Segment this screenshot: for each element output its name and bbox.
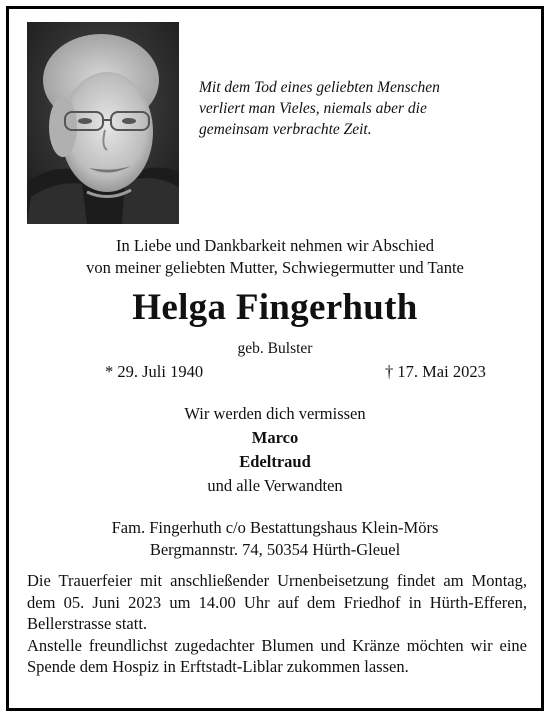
death-date: † 17. Mai 2023 [385, 362, 486, 381]
intro-line: In Liebe und Dankbarkeit nehmen wir Abschied [116, 236, 434, 255]
funeral-service-text: Die Trauerfeier mit anschließender Urnenbeisetzung findet am Montag, dem 05. Juni 2023 um 14.00 Uhr auf dem Friedhof in Hürth-Efferen, Bellerstrasse statt. [27, 571, 527, 634]
birth-name: geb. Bulster [237, 340, 313, 357]
quote-line: verliert man Vieles, niemals aber die [199, 100, 427, 117]
farewell-intro [9, 235, 541, 279]
donation-request-text: Anstelle freundlichst zugedachter Blumen und Kränze möchten wir eine Spende dem Hospiz in Erftstadt-Liblar zukommen lassen. [27, 635, 527, 677]
quote-line: gemeinsam verbrachte Zeit. [199, 121, 372, 138]
mourners-block [9, 402, 541, 498]
portrait-photo-icon [27, 22, 179, 224]
memorial-quote [199, 77, 529, 140]
portrait-photo [27, 22, 179, 224]
contact-address [9, 517, 541, 561]
mourner-name: Marco [251, 428, 299, 447]
mourners-intro: Wir werden dich vermissen [184, 404, 366, 423]
birth-date: * 29. Juli 1940 [105, 362, 204, 381]
address-line: Fam. Fingerhuth c/o Bestattungshaus Klein-Mörs [111, 518, 439, 537]
quote-line: Mit dem Tod eines geliebten Menschen [199, 79, 440, 96]
mourner-name: Edeltraud [239, 452, 311, 471]
funeral-details [27, 570, 527, 678]
intro-line: von meiner geliebten Mutter, Schwiegermutter und Tante [86, 258, 464, 277]
mourners-closing: und alle Verwandten [207, 476, 343, 495]
obituary-notice [6, 6, 544, 711]
address-line: Bergmannstr. 74, 50354 Hürth-Gleuel [149, 540, 401, 559]
deceased-name: Helga Fingerhuth [132, 287, 418, 328]
